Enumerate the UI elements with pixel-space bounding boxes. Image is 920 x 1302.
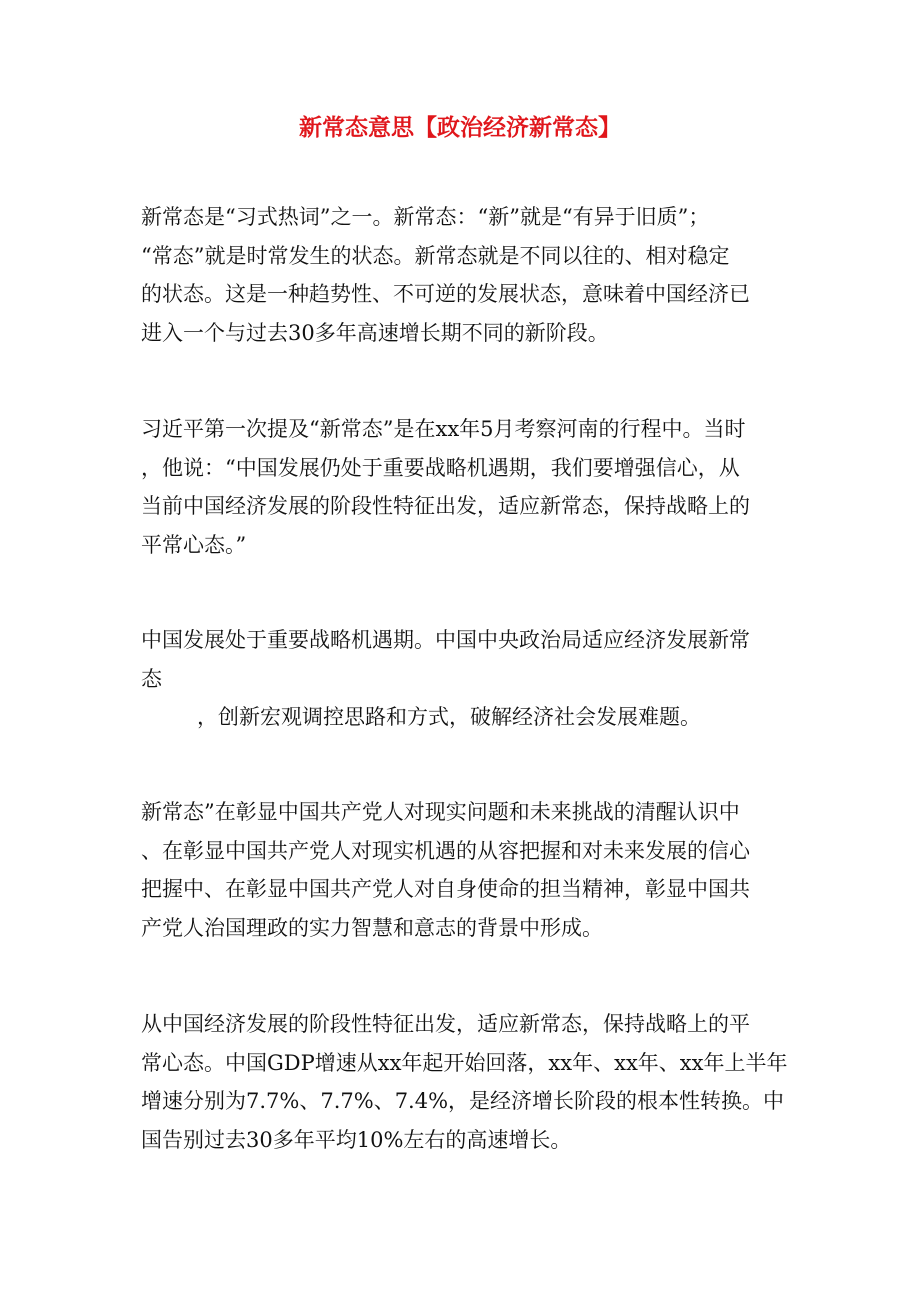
paragraph-4	[141, 793, 781, 947]
paragraph-line: 当前中国经济发展的阶段性特征出发，适应新常态，保持战略上的	[141, 494, 750, 518]
paragraph-line: 的状态。这是一种趋势性、不可逆的发展状态，意味着中国经济已	[141, 282, 750, 306]
paragraph-1	[141, 198, 781, 352]
paragraph-line: 中国发展处于重要战略机遇期。中国中央政治局适应经济发展新常	[141, 628, 750, 652]
paragraph-line: 增速分别为7.7%、7.7%、7.4%，是经济增长阶段的根本性转换。中	[141, 1089, 785, 1113]
document-title: 新常态意思【政治经济新常态】	[299, 114, 621, 141]
paragraph-3	[141, 621, 781, 737]
paragraph-line: 进入一个与过去30多年高速增长期不同的新阶段。	[141, 320, 609, 345]
paragraph-line: 、在彰显中国共产党人对现实机遇的从容把握和对未来发展的信心	[141, 838, 750, 863]
paragraph-line: 产党人治国理政的实力智慧和意志的背景中形成。	[141, 915, 603, 940]
paragraph-line: ，创新宏观调控思路和方式，破解经济社会发展难题。	[197, 705, 701, 729]
paragraph-line: 从中国经济发展的阶段性特征出发，适应新常态，保持战略上的平	[141, 1012, 750, 1036]
paragraph-2	[141, 410, 781, 564]
paragraph-5	[141, 1005, 788, 1159]
paragraph-line: 新常态是“习式热词”之一。新常态：“新”就是“有异于旧质”；	[141, 205, 710, 229]
paragraph-line: 常心态。中国GDP增速从xx年起开始回落，xx年、xx年、xx年上半年	[141, 1050, 788, 1075]
paragraph-line: 把握中、在彰显中国共产党人对自身使命的担当精神，彰显中国共	[141, 877, 750, 901]
paragraph-line: “常态”就是时常发生的状态。新常态就是不同以往的、相对稳定	[141, 243, 730, 268]
paragraph-line: 国告别过去30多年平均10%左右的高速增长。	[141, 1127, 572, 1152]
paragraph-line: 平常心态。”	[141, 532, 247, 557]
paragraph-line: 新常态”在彰显中国共产党人对现实问题和未来挑战的清醒认识中	[141, 800, 740, 824]
paragraph-line: ，他说：“中国发展仍处于重要战略机遇期，我们要增强信心，从	[141, 455, 740, 480]
paragraph-line: 态	[141, 666, 162, 691]
paragraph-line: 习近平第一次提及“新常态”是在xx年5月考察河南的行程中。当时	[141, 417, 746, 441]
